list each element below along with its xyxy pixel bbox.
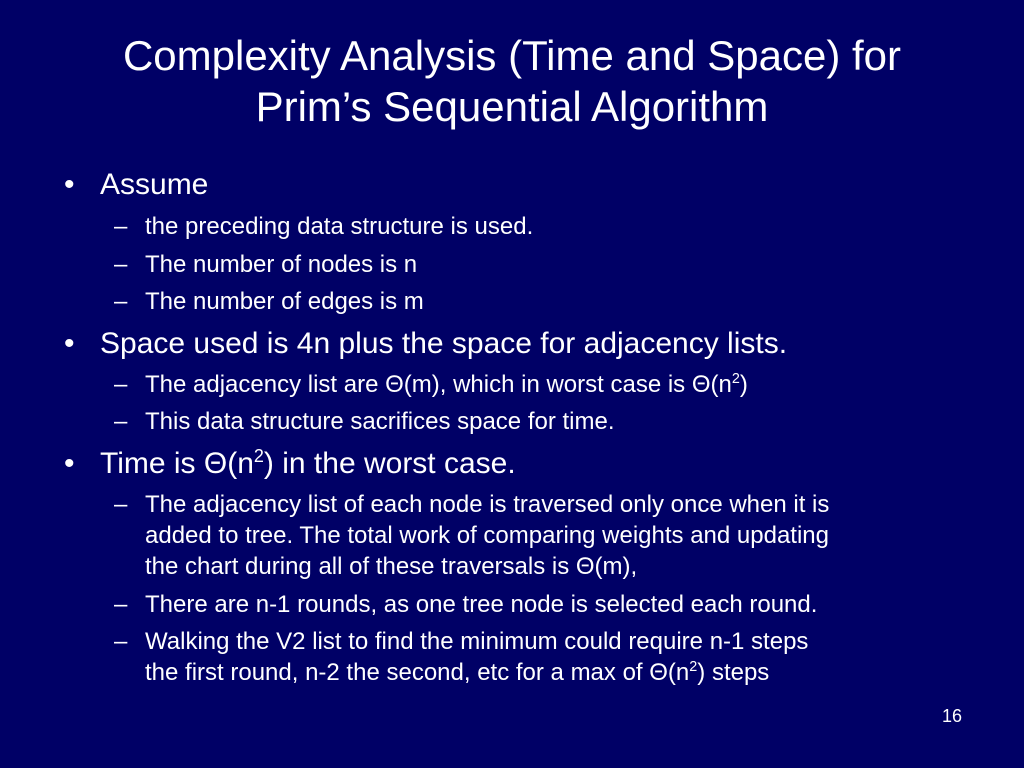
dash-glyph: –: [114, 288, 128, 315]
sub-bullet-line: added to tree. The total work of comparing weights and updating: [145, 522, 829, 549]
bullet-text: Space used is 4n plus the space for adjacency lists.: [100, 327, 788, 360]
bullet-text-part: ) in the worst case.: [263, 447, 516, 480]
sub-bullet-line: the chart during all of these traversals is Θ(m),: [145, 553, 638, 580]
sub-bullet-text: [145, 369, 985, 400]
sub-bullet-text: There are n-1 rounds, as one tree node is selected each round.: [145, 591, 818, 618]
superscript: 2: [253, 446, 264, 466]
bullet-text: [100, 448, 516, 480]
superscript: 2: [689, 659, 698, 675]
dash-glyph: –: [114, 408, 128, 435]
sub-bullet-text-part: The adjacency list are Θ(m), which in worst case is Θ(n: [145, 371, 732, 398]
sub-bullet-text: This data structure sacrifices space for time.: [145, 408, 615, 435]
bullet-glyph: •: [64, 447, 75, 480]
sub-bullet-text-part: ) steps: [697, 659, 770, 686]
bullet-glyph: •: [64, 168, 75, 201]
sub-bullet-text: the preceding data structure is used.: [145, 213, 534, 240]
page-number: 16: [941, 706, 962, 726]
dash-glyph: –: [114, 251, 128, 278]
sub-bullet-line: [145, 657, 985, 688]
sub-bullet-text: The number of nodes is n: [145, 251, 418, 278]
sub-bullet-text: The number of edges is m: [145, 288, 424, 315]
sub-bullet-text-part: the first round, n-2 the second, etc for a max of Θ(n: [145, 659, 690, 686]
sub-bullet-line: Walking the V2 list to find the minimum could require n-1 steps: [145, 628, 809, 655]
dash-glyph: –: [114, 371, 128, 398]
sub-bullet-text-part: ): [739, 371, 748, 398]
dash-glyph: –: [114, 213, 128, 240]
sub-bullet-line: The adjacency list of each node is traversed only once when it is: [145, 491, 830, 518]
dash-glyph: –: [114, 491, 128, 518]
slide-title: [40, 30, 984, 132]
dash-glyph: –: [114, 591, 128, 618]
bullet-text-part: Time is Θ(n: [100, 447, 254, 480]
dash-glyph: –: [114, 628, 128, 655]
bullet-text: Assume: [100, 168, 209, 201]
slide-title-line-1: Complexity Analysis (Time and Space) for: [122, 32, 902, 79]
superscript: 2: [731, 371, 740, 387]
slide-title-line-2: Prim’s Sequential Algorithm: [255, 83, 769, 130]
bullet-glyph: •: [64, 327, 75, 360]
